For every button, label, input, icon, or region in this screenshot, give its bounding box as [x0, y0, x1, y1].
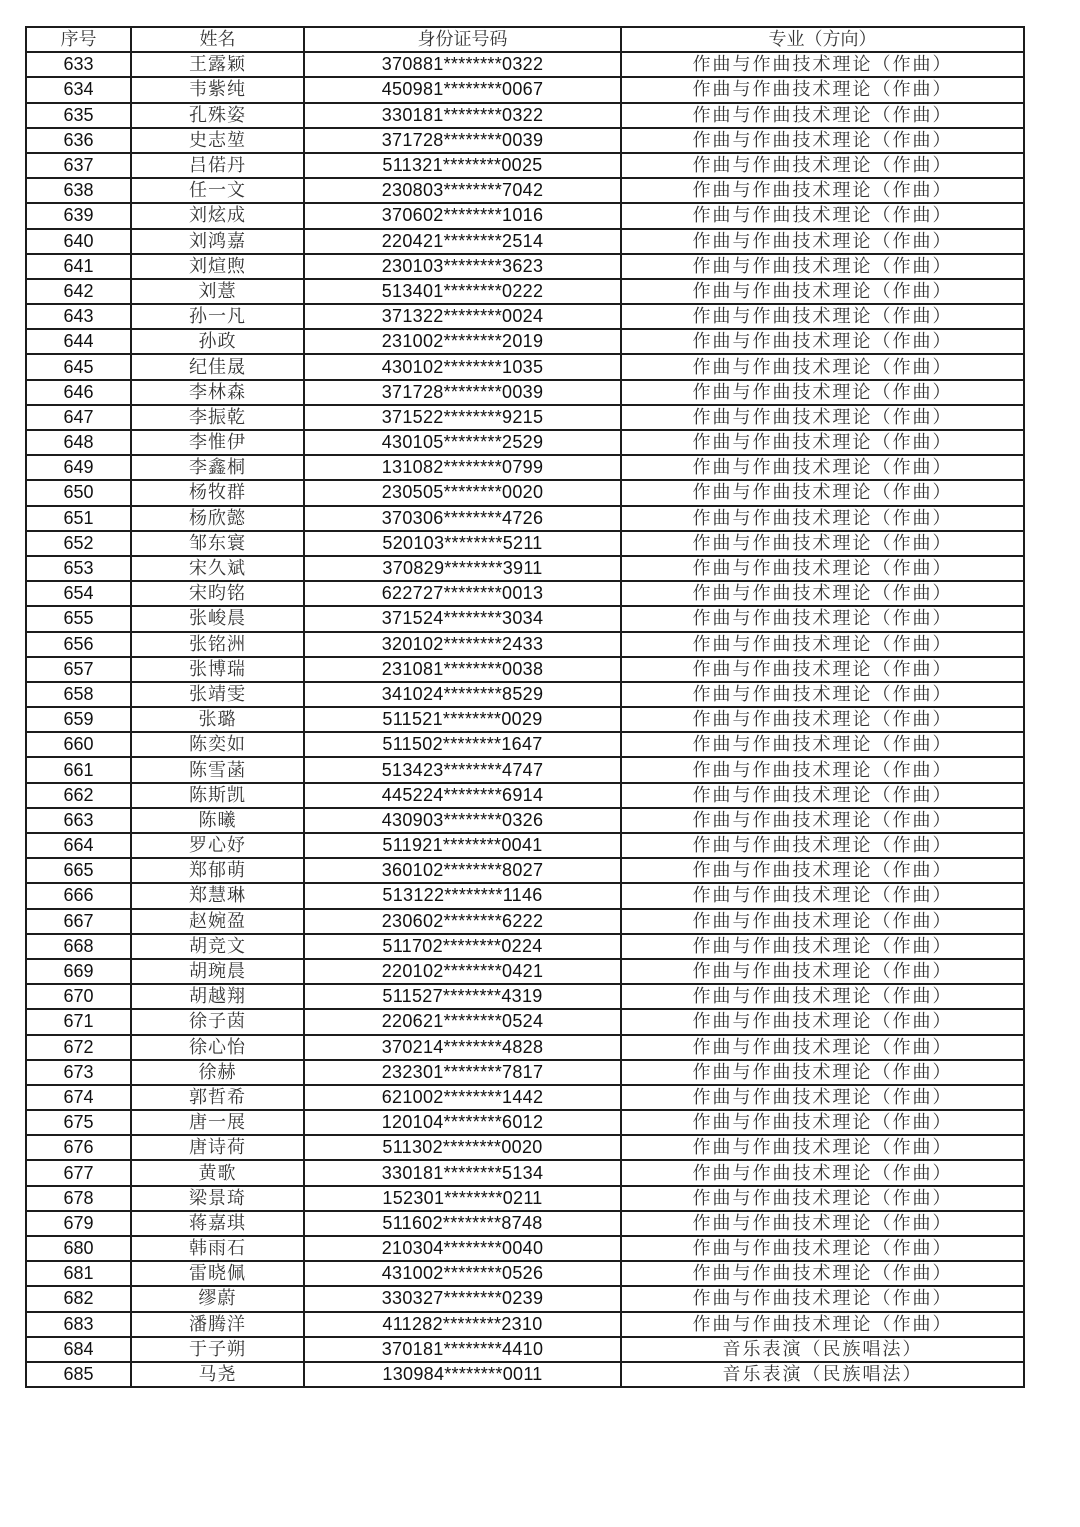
table-row: [26, 430, 1024, 455]
cell-major: 作曲与作曲技术理论（作曲）: [621, 606, 1024, 631]
cell-name: 梁景琦: [131, 1186, 304, 1211]
cell-major: 作曲与作曲技术理论（作曲）: [621, 757, 1024, 782]
table-row: [26, 1261, 1024, 1286]
cell-seq: 663: [26, 808, 131, 833]
table-row: [26, 1186, 1024, 1211]
cell-name: 宋久斌: [131, 556, 304, 581]
table-row: [26, 329, 1024, 354]
cell-id-number: 511521********0029: [304, 707, 621, 732]
table-row: [26, 203, 1024, 228]
table-row: [26, 128, 1024, 153]
table-row: [26, 883, 1024, 908]
cell-id-number: 210304********0040: [304, 1236, 621, 1261]
cell-id-number: 370829********3911: [304, 556, 621, 581]
cell-major: 作曲与作曲技术理论（作曲）: [621, 707, 1024, 732]
cell-major: 作曲与作曲技术理论（作曲）: [621, 304, 1024, 329]
cell-id-number: 411282********2310: [304, 1312, 621, 1337]
cell-major: 作曲与作曲技术理论（作曲）: [621, 984, 1024, 1009]
cell-name: 史志堃: [131, 128, 304, 153]
cell-name: 胡竞文: [131, 934, 304, 959]
cell-major: 作曲与作曲技术理论（作曲）: [621, 1236, 1024, 1261]
cell-name: 胡越翔: [131, 984, 304, 1009]
cell-major: 作曲与作曲技术理论（作曲）: [621, 153, 1024, 178]
cell-major: 作曲与作曲技术理论（作曲）: [621, 682, 1024, 707]
cell-name: 孙一凡: [131, 304, 304, 329]
cell-id-number: 220621********0524: [304, 1009, 621, 1034]
cell-id-number: 621002********1442: [304, 1085, 621, 1110]
cell-id-number: 230602********6222: [304, 909, 621, 934]
cell-seq: 668: [26, 934, 131, 959]
cell-id-number: 513122********1146: [304, 883, 621, 908]
cell-major: 作曲与作曲技术理论（作曲）: [621, 506, 1024, 531]
cell-major: 作曲与作曲技术理论（作曲）: [621, 52, 1024, 77]
cell-name: 黄歌: [131, 1160, 304, 1185]
cell-seq: 656: [26, 632, 131, 657]
cell-id-number: 131082********0799: [304, 455, 621, 480]
cell-major: 作曲与作曲技术理论（作曲）: [621, 103, 1024, 128]
cell-id-number: 431002********0526: [304, 1261, 621, 1286]
cell-id-number: 370214********4828: [304, 1035, 621, 1060]
cell-major: 作曲与作曲技术理论（作曲）: [621, 430, 1024, 455]
cell-major: 作曲与作曲技术理论（作曲）: [621, 909, 1024, 934]
cell-major: 作曲与作曲技术理论（作曲）: [621, 531, 1024, 556]
cell-name: 徐子茵: [131, 1009, 304, 1034]
table-row: [26, 632, 1024, 657]
cell-id-number: 232301********7817: [304, 1060, 621, 1085]
table-row: [26, 707, 1024, 732]
table-row: [26, 581, 1024, 606]
cell-name: 李惟伊: [131, 430, 304, 455]
cell-major: 作曲与作曲技术理论（作曲）: [621, 1286, 1024, 1311]
cell-seq: 677: [26, 1160, 131, 1185]
cell-id-number: 371524********3034: [304, 606, 621, 631]
cell-id-number: 230803********7042: [304, 178, 621, 203]
cell-major: 作曲与作曲技术理论（作曲）: [621, 128, 1024, 153]
cell-seq: 665: [26, 858, 131, 883]
cell-seq: 685: [26, 1362, 131, 1387]
table-row: [26, 506, 1024, 531]
cell-name: 陈曦: [131, 808, 304, 833]
cell-name: 张铭洲: [131, 632, 304, 657]
table-row: [26, 1362, 1024, 1387]
cell-seq: 642: [26, 279, 131, 304]
table-row: [26, 909, 1024, 934]
cell-seq: 644: [26, 329, 131, 354]
cell-seq: 667: [26, 909, 131, 934]
cell-id-number: 511321********0025: [304, 153, 621, 178]
cell-seq: 646: [26, 380, 131, 405]
cell-seq: 670: [26, 984, 131, 1009]
cell-seq: 674: [26, 1085, 131, 1110]
table-row: [26, 606, 1024, 631]
cell-seq: 680: [26, 1236, 131, 1261]
cell-name: 张璐: [131, 707, 304, 732]
cell-seq: 666: [26, 883, 131, 908]
table-body: [26, 52, 1024, 1387]
table-row: [26, 254, 1024, 279]
table-row: [26, 1312, 1024, 1337]
cell-major: 作曲与作曲技术理论（作曲）: [621, 1135, 1024, 1160]
cell-name: 唐一展: [131, 1110, 304, 1135]
cell-name: 王露颖: [131, 52, 304, 77]
cell-id-number: 330181********5134: [304, 1160, 621, 1185]
cell-major: 作曲与作曲技术理论（作曲）: [621, 783, 1024, 808]
cell-major: 作曲与作曲技术理论（作曲）: [621, 405, 1024, 430]
cell-name: 刘煊煦: [131, 254, 304, 279]
cell-id-number: 513401********0222: [304, 279, 621, 304]
table-row: [26, 178, 1024, 203]
cell-seq: 673: [26, 1060, 131, 1085]
cell-major: 作曲与作曲技术理论（作曲）: [621, 732, 1024, 757]
cell-seq: 669: [26, 959, 131, 984]
table-row: [26, 1337, 1024, 1362]
table-row: [26, 1009, 1024, 1034]
cell-seq: 650: [26, 480, 131, 505]
cell-seq: 641: [26, 254, 131, 279]
cell-name: 张博瑞: [131, 657, 304, 682]
cell-name: 刘薏: [131, 279, 304, 304]
cell-id-number: 511502********1647: [304, 732, 621, 757]
table-row: [26, 103, 1024, 128]
cell-id-number: 120104********6012: [304, 1110, 621, 1135]
table-row: [26, 455, 1024, 480]
table-row: [26, 934, 1024, 959]
cell-name: 郭哲希: [131, 1085, 304, 1110]
cell-id-number: 130984********0011: [304, 1362, 621, 1387]
cell-name: 于子朔: [131, 1337, 304, 1362]
cell-major: 作曲与作曲技术理论（作曲）: [621, 1160, 1024, 1185]
cell-seq: 664: [26, 833, 131, 858]
table-row: [26, 1211, 1024, 1236]
cell-major: 作曲与作曲技术理论（作曲）: [621, 1261, 1024, 1286]
cell-seq: 633: [26, 52, 131, 77]
cell-major: 作曲与作曲技术理论（作曲）: [621, 279, 1024, 304]
cell-name: 杨牧群: [131, 480, 304, 505]
header-seq: 序号: [26, 27, 131, 52]
cell-id-number: 430102********1035: [304, 354, 621, 379]
cell-id-number: 511527********4319: [304, 984, 621, 1009]
cell-id-number: 371522********9215: [304, 405, 621, 430]
cell-name: 陈雪菡: [131, 757, 304, 782]
header-major: 专业（方向）: [621, 27, 1024, 52]
cell-name: 陈斯凯: [131, 783, 304, 808]
cell-major: 音乐表演（民族唱法）: [621, 1337, 1024, 1362]
cell-name: 马尧: [131, 1362, 304, 1387]
cell-seq: 683: [26, 1312, 131, 1337]
table-row: [26, 354, 1024, 379]
cell-name: 孙政: [131, 329, 304, 354]
cell-major: 作曲与作曲技术理论（作曲）: [621, 354, 1024, 379]
cell-name: 陈奕如: [131, 732, 304, 757]
cell-id-number: 511921********0041: [304, 833, 621, 858]
cell-name: 韩雨石: [131, 1236, 304, 1261]
cell-name: 李鑫桐: [131, 455, 304, 480]
cell-seq: 653: [26, 556, 131, 581]
cell-seq: 659: [26, 707, 131, 732]
cell-id-number: 511702********0224: [304, 934, 621, 959]
cell-id-number: 513423********4747: [304, 757, 621, 782]
table-row: [26, 1286, 1024, 1311]
table-row: [26, 279, 1024, 304]
cell-id-number: 520103********5211: [304, 531, 621, 556]
cell-seq: 652: [26, 531, 131, 556]
table-row: [26, 1035, 1024, 1060]
cell-name: 李林森: [131, 380, 304, 405]
header-id-number: 身份证号码: [304, 27, 621, 52]
cell-id-number: 445224********6914: [304, 783, 621, 808]
cell-major: 作曲与作曲技术理论（作曲）: [621, 833, 1024, 858]
cell-major: 作曲与作曲技术理论（作曲）: [621, 1009, 1024, 1034]
cell-seq: 684: [26, 1337, 131, 1362]
cell-id-number: 430105********2529: [304, 430, 621, 455]
cell-major: 作曲与作曲技术理论（作曲）: [621, 254, 1024, 279]
cell-major: 作曲与作曲技术理论（作曲）: [621, 556, 1024, 581]
cell-major: 作曲与作曲技术理论（作曲）: [621, 1211, 1024, 1236]
cell-seq: 655: [26, 606, 131, 631]
cell-id-number: 511302********0020: [304, 1135, 621, 1160]
cell-name: 宋昀铭: [131, 581, 304, 606]
cell-name: 张靖雯: [131, 682, 304, 707]
table-row: [26, 304, 1024, 329]
cell-seq: 634: [26, 77, 131, 102]
cell-major: 作曲与作曲技术理论（作曲）: [621, 657, 1024, 682]
cell-major: 作曲与作曲技术理论（作曲）: [621, 229, 1024, 254]
cell-name: 杨欣懿: [131, 506, 304, 531]
cell-seq: 648: [26, 430, 131, 455]
cell-name: 徐赫: [131, 1060, 304, 1085]
table-row: [26, 531, 1024, 556]
cell-id-number: 230103********3623: [304, 254, 621, 279]
cell-name: 唐诗荷: [131, 1135, 304, 1160]
cell-name: 吕偌丹: [131, 153, 304, 178]
cell-seq: 671: [26, 1009, 131, 1034]
cell-major: 作曲与作曲技术理论（作曲）: [621, 858, 1024, 883]
cell-seq: 660: [26, 732, 131, 757]
table-row: [26, 380, 1024, 405]
cell-name: 赵婉盈: [131, 909, 304, 934]
table-row: [26, 405, 1024, 430]
cell-seq: 662: [26, 783, 131, 808]
cell-id-number: 152301********0211: [304, 1186, 621, 1211]
cell-major: 作曲与作曲技术理论（作曲）: [621, 1085, 1024, 1110]
cell-major: 音乐表演（民族唱法）: [621, 1362, 1024, 1387]
cell-seq: 672: [26, 1035, 131, 1060]
cell-name: 缪蔚: [131, 1286, 304, 1311]
cell-name: 李振乾: [131, 405, 304, 430]
cell-major: 作曲与作曲技术理论（作曲）: [621, 1110, 1024, 1135]
cell-name: 蒋嘉琪: [131, 1211, 304, 1236]
table-row: [26, 833, 1024, 858]
cell-seq: 675: [26, 1110, 131, 1135]
cell-id-number: 370306********4726: [304, 506, 621, 531]
cell-seq: 657: [26, 657, 131, 682]
cell-name: 罗心妤: [131, 833, 304, 858]
cell-id-number: 371728********0039: [304, 380, 621, 405]
cell-seq: 635: [26, 103, 131, 128]
cell-name: 张峻晨: [131, 606, 304, 631]
cell-id-number: 371728********0039: [304, 128, 621, 153]
cell-seq: 678: [26, 1186, 131, 1211]
table-row: [26, 783, 1024, 808]
table-row: [26, 959, 1024, 984]
cell-major: 作曲与作曲技术理论（作曲）: [621, 480, 1024, 505]
cell-seq: 645: [26, 354, 131, 379]
cell-id-number: 231002********2019: [304, 329, 621, 354]
cell-seq: 679: [26, 1211, 131, 1236]
table-header-row: [26, 27, 1024, 52]
cell-id-number: 511602********8748: [304, 1211, 621, 1236]
cell-name: 胡琬晨: [131, 959, 304, 984]
cell-major: 作曲与作曲技术理论（作曲）: [621, 455, 1024, 480]
cell-name: 任一文: [131, 178, 304, 203]
cell-id-number: 370602********1016: [304, 203, 621, 228]
table-row: [26, 52, 1024, 77]
cell-major: 作曲与作曲技术理论（作曲）: [621, 77, 1024, 102]
cell-seq: 637: [26, 153, 131, 178]
cell-seq: 681: [26, 1261, 131, 1286]
table-row: [26, 657, 1024, 682]
cell-name: 徐心怡: [131, 1035, 304, 1060]
cell-seq: 638: [26, 178, 131, 203]
table-row: [26, 1160, 1024, 1185]
cell-id-number: 430903********0326: [304, 808, 621, 833]
cell-major: 作曲与作曲技术理论（作曲）: [621, 883, 1024, 908]
cell-major: 作曲与作曲技术理论（作曲）: [621, 959, 1024, 984]
table-row: [26, 556, 1024, 581]
table-row: [26, 732, 1024, 757]
table-row: [26, 153, 1024, 178]
cell-major: 作曲与作曲技术理论（作曲）: [621, 203, 1024, 228]
table-row: [26, 808, 1024, 833]
cell-major: 作曲与作曲技术理论（作曲）: [621, 934, 1024, 959]
cell-seq: 649: [26, 455, 131, 480]
cell-major: 作曲与作曲技术理论（作曲）: [621, 632, 1024, 657]
table-row: [26, 757, 1024, 782]
cell-name: 潘腾洋: [131, 1312, 304, 1337]
cell-major: 作曲与作曲技术理论（作曲）: [621, 808, 1024, 833]
cell-id-number: 231081********0038: [304, 657, 621, 682]
cell-id-number: 370181********4410: [304, 1337, 621, 1362]
cell-name: 刘鸿嘉: [131, 229, 304, 254]
table-row: [26, 858, 1024, 883]
cell-id-number: 320102********2433: [304, 632, 621, 657]
table-row: [26, 1060, 1024, 1085]
cell-seq: 676: [26, 1135, 131, 1160]
cell-seq: 658: [26, 682, 131, 707]
cell-seq: 647: [26, 405, 131, 430]
table-row: [26, 77, 1024, 102]
table-row: [26, 682, 1024, 707]
cell-seq: 661: [26, 757, 131, 782]
cell-id-number: 230505********0020: [304, 480, 621, 505]
cell-seq: 636: [26, 128, 131, 153]
cell-id-number: 330327********0239: [304, 1286, 621, 1311]
table-row: [26, 480, 1024, 505]
cell-seq: 643: [26, 304, 131, 329]
admission-roster-table: [25, 26, 1025, 1388]
cell-id-number: 220421********2514: [304, 229, 621, 254]
cell-major: 作曲与作曲技术理论（作曲）: [621, 1035, 1024, 1060]
table-row: [26, 984, 1024, 1009]
cell-major: 作曲与作曲技术理论（作曲）: [621, 1060, 1024, 1085]
table-row: [26, 1135, 1024, 1160]
cell-major: 作曲与作曲技术理论（作曲）: [621, 1186, 1024, 1211]
cell-major: 作曲与作曲技术理论（作曲）: [621, 1312, 1024, 1337]
cell-name: 刘炫成: [131, 203, 304, 228]
cell-name: 韦紫纯: [131, 77, 304, 102]
cell-seq: 651: [26, 506, 131, 531]
cell-major: 作曲与作曲技术理论（作曲）: [621, 581, 1024, 606]
cell-id-number: 450981********0067: [304, 77, 621, 102]
cell-id-number: 341024********8529: [304, 682, 621, 707]
cell-major: 作曲与作曲技术理论（作曲）: [621, 380, 1024, 405]
cell-id-number: 622727********0013: [304, 581, 621, 606]
cell-name: 郑慧琳: [131, 883, 304, 908]
cell-name: 雷晓佩: [131, 1261, 304, 1286]
cell-seq: 682: [26, 1286, 131, 1311]
cell-name: 孔殊姿: [131, 103, 304, 128]
cell-id-number: 220102********0421: [304, 959, 621, 984]
cell-seq: 640: [26, 229, 131, 254]
roster-sheet: [25, 26, 1023, 1388]
cell-id-number: 360102********8027: [304, 858, 621, 883]
table-row: [26, 1110, 1024, 1135]
cell-major: 作曲与作曲技术理论（作曲）: [621, 329, 1024, 354]
cell-seq: 639: [26, 203, 131, 228]
cell-id-number: 370881********0322: [304, 52, 621, 77]
table-row: [26, 1085, 1024, 1110]
cell-name: 邹东寰: [131, 531, 304, 556]
cell-seq: 654: [26, 581, 131, 606]
cell-major: 作曲与作曲技术理论（作曲）: [621, 178, 1024, 203]
cell-name: 郑郁萌: [131, 858, 304, 883]
table-row: [26, 229, 1024, 254]
cell-id-number: 330181********0322: [304, 103, 621, 128]
cell-id-number: 371322********0024: [304, 304, 621, 329]
table-row: [26, 1236, 1024, 1261]
cell-name: 纪佳晟: [131, 354, 304, 379]
header-name: 姓名: [131, 27, 304, 52]
